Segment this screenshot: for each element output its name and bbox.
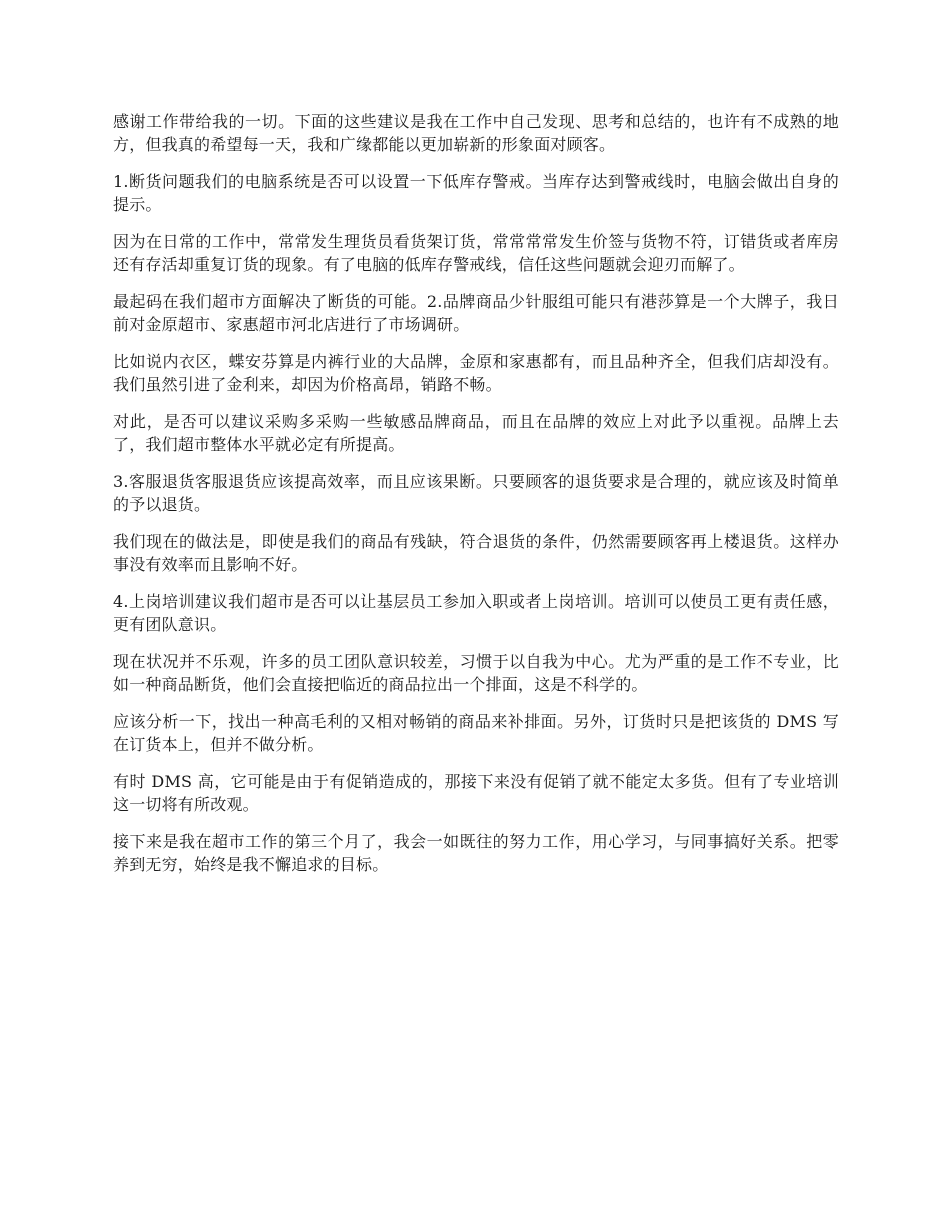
paragraph-training-dms: 有时 DMS 高，它可能是由于有促销造成的，那接下来没有促销了就不能定太多货。但有了专业培训这一切将有所改观。 xyxy=(113,772,839,814)
paragraph-returns-current: 我们现在的做法是，即使是我们的商品有残缺，符合退货的条件，仍然需要顾客再上楼退货。这样办事没有效率而且影响不好。 xyxy=(113,532,839,574)
paragraph-training-situation: 现在状况并不乐观，许多的员工团队意识较差，习惯于以自我为中心。尤为严重的是工作不专业，比如一种商品断货，他们会直接把临近的商品拉出一个排面，这是不科学的。 xyxy=(113,652,839,694)
paragraph-training: 4.上岗培训建议我们超市是否可以让基层员工参加入职或者上岗培训。培训可以使员工更有责任感，更有团队意识。 xyxy=(113,592,839,634)
paragraph-returns: 3.客服退货客服退货应该提高效率，而且应该果断。只要顾客的退货要求是合理的，就应该及时简单的予以退货。 xyxy=(113,472,839,514)
paragraph-brand-suggestion: 对此，是否可以建议采购多采购一些敏感品牌商品，而且在品牌的效应上对此予以重视。品牌上去了，我们超市整体水平就必定有所提高。 xyxy=(113,412,839,454)
paragraph-training-analysis: 应该分析一下，找出一种高毛利的又相对畅销的商品来补排面。另外，订货时只是把该货的 DMS 写在订货本上，但并不做分析。 xyxy=(113,712,839,754)
document-body xyxy=(113,110,839,890)
paragraph-brand: 最起码在我们超市方面解决了断货的可能。2.品牌商品少针服组可能只有港莎算是一个大牌子，我日前对金原超市、家惠超市河北店进行了市场调研。 xyxy=(113,292,839,334)
paragraph-intro: 感谢工作带给我的一切。下面的这些建议是我在工作中自己发现、思考和总结的，也许有不成熟的地方，但我真的希望每一天，我和广缘都能以更加崭新的形象面对顾客。 xyxy=(113,112,839,154)
paragraph-brand-example: 比如说内衣区，蝶安芬算是内裤行业的大品牌，金原和家惠都有，而且品种齐全，但我们店却没有。我们虽然引进了金利来，却因为价格高昂，销路不畅。 xyxy=(113,352,839,394)
paragraph-stockout-reason: 因为在日常的工作中，常常发生理货员看货架订货，常常常常发生价签与货物不符，订错货或者库房还有存活却重复订货的现象。有了电脑的低库存警戒线，信任这些问题就会迎刃而解了。 xyxy=(113,232,839,274)
paragraph-conclusion: 接下来是我在超市工作的第三个月了，我会一如既往的努力工作，用心学习，与同事搞好关系。把零养到无穷，始终是我不懈追求的目标。 xyxy=(113,832,839,874)
paragraph-stockout: 1.断货问题我们的电脑系统是否可以设置一下低库存警戒。当库存达到警戒线时，电脑会做出自身的提示。 xyxy=(113,172,839,214)
